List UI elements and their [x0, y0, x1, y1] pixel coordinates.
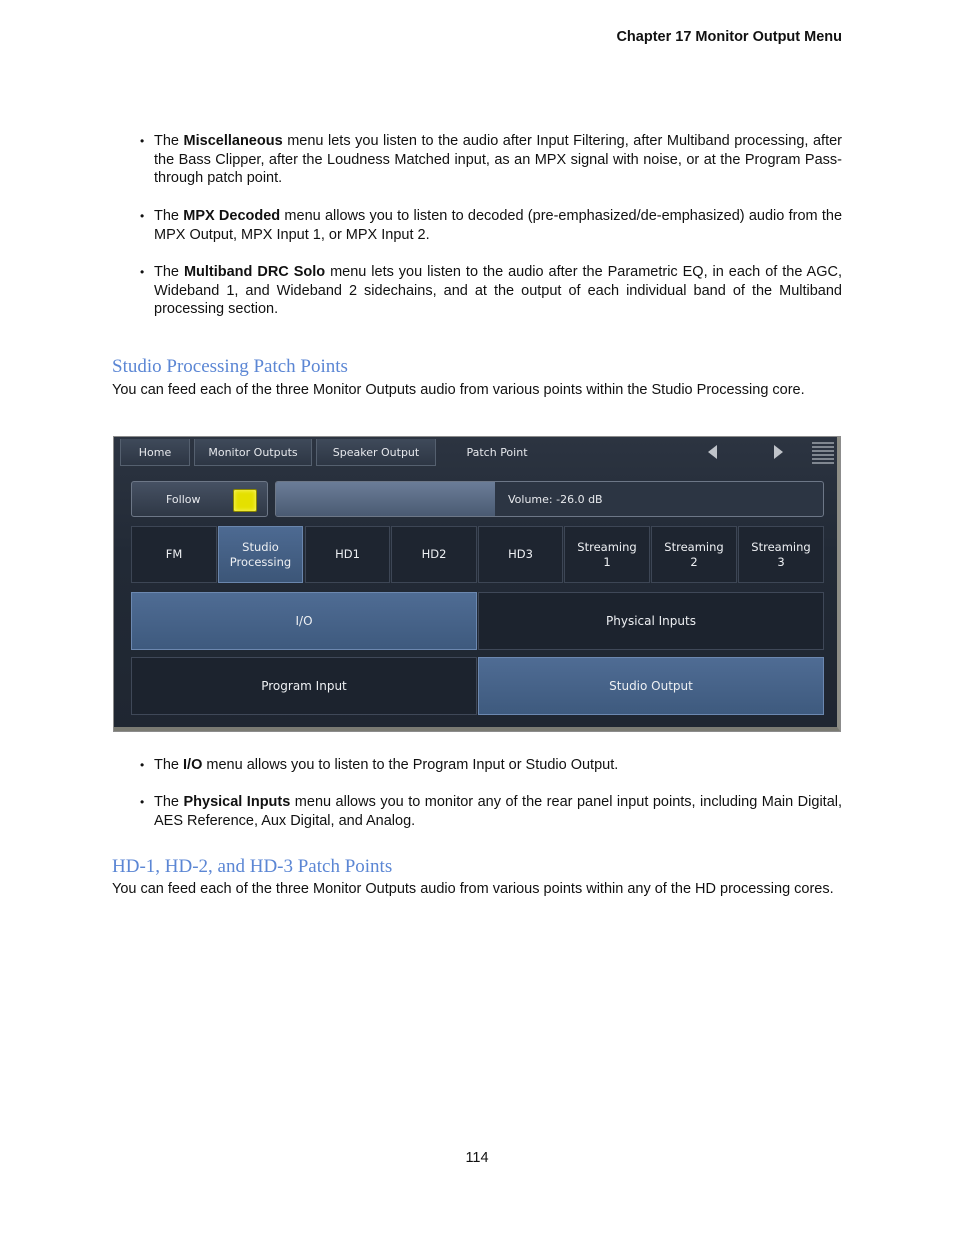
- menu-icon[interactable]: [812, 442, 834, 464]
- follow-button[interactable]: [131, 481, 268, 517]
- bullet-io: • The I/O menu allows you to listen to the Program Input or Studio Output.: [140, 757, 619, 773]
- section-heading-studio: Studio Processing Patch Points: [112, 356, 348, 377]
- bold-term: I/O: [183, 757, 203, 773]
- bullet-multiband-drc: • The Multiband DRC Solo menu lets you listen to the audio after the Parametric EQ, in each of the AGC, Wideband 1, and Wideband 2 sidechains, and at the output of each individual band of the Multiband processing section.: [140, 264, 842, 318]
- bullet-dot: •: [140, 795, 145, 809]
- bullet-mpx-decoded: • The MPX Decoded menu allows you to listen to decoded (pre-emphasized/de-emphasized) audio from the MPX Output, MPX Input 1, or MPX Input 2.: [140, 208, 843, 243]
- section-body-studio: You can feed each of the three Monitor Outputs audio from various points within the Studio Processing core.: [112, 382, 805, 398]
- tab-bar: [120, 439, 836, 467]
- tab-speaker-output[interactable]: Speaker Output: [316, 439, 436, 466]
- bullet-miscellaneous: • The Miscellaneous menu lets you listen to the audio after Input Filtering, after Multiband processing, after the Bass Clipper, after the Loudness Matched input, as an MPX signal with noise, or at the Program Pass-through patch point.: [140, 133, 842, 187]
- bullet-dot: •: [140, 134, 145, 148]
- follow-label: Follow: [166, 493, 201, 506]
- source-streaming-3[interactable]: Streaming 3: [738, 526, 824, 583]
- bullet-dot: •: [140, 265, 145, 279]
- tab-home[interactable]: Home: [120, 439, 190, 466]
- volume-slider[interactable]: [275, 481, 824, 517]
- chapter-header: Chapter 17 Monitor Output Menu: [616, 29, 842, 45]
- bold-term: Physical Inputs: [183, 794, 291, 810]
- section-heading-hd: HD-1, HD-2, and HD-3 Patch Points: [112, 856, 393, 877]
- follow-led-icon: [233, 489, 257, 512]
- bullet-physical-inputs: • The Physical Inputs menu allows you to monitor any of the rear panel input points, including Main Digital, AES Reference, Aux Digital, and Analog.: [140, 794, 843, 829]
- bold-term: Multiband DRC Solo: [183, 264, 326, 280]
- left-arrow-icon[interactable]: [708, 445, 717, 459]
- tab-monitor-outputs[interactable]: Monitor Outputs: [194, 439, 312, 466]
- physical-inputs-button[interactable]: Physical Inputs: [478, 592, 824, 650]
- source-studio-processing[interactable]: Studio Processing: [218, 526, 303, 583]
- source-hd3[interactable]: HD3: [478, 526, 563, 583]
- source-hd1[interactable]: HD1: [305, 526, 390, 583]
- bullet-dot: •: [140, 209, 145, 223]
- source-fm[interactable]: FM: [131, 526, 217, 583]
- bold-term: Miscellaneous: [183, 133, 283, 149]
- source-streaming-1[interactable]: Streaming 1: [564, 526, 650, 583]
- source-streaming-2[interactable]: Streaming 2: [651, 526, 737, 583]
- patch-point-screenshot: [113, 436, 841, 732]
- source-hd2[interactable]: HD2: [391, 526, 477, 583]
- bullet-dot: •: [140, 758, 145, 772]
- right-arrow-icon[interactable]: [774, 445, 783, 459]
- studio-output-button[interactable]: Studio Output: [478, 657, 824, 715]
- bold-term: MPX Decoded: [183, 208, 281, 224]
- program-input-button[interactable]: Program Input: [131, 657, 477, 715]
- source-row: [131, 526, 824, 583]
- tab-patch-point[interactable]: Patch Point: [466, 446, 528, 459]
- volume-label: Volume: -26.0 dB: [508, 493, 603, 506]
- section-body-hd: You can feed each of the three Monitor Outputs audio from various points within any of the HD processing cores.: [112, 881, 834, 897]
- io-button[interactable]: I/O: [131, 592, 477, 650]
- page-number: 114: [465, 1150, 489, 1166]
- volume-fill: [276, 482, 495, 516]
